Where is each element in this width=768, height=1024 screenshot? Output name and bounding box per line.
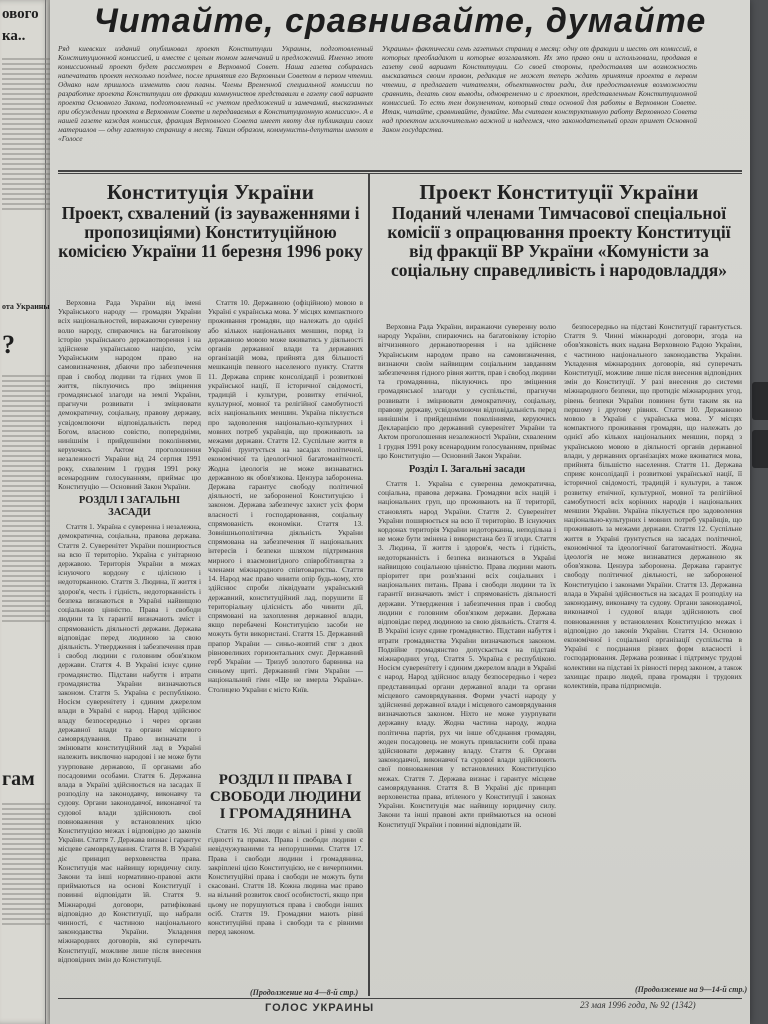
left-article-title: Конституція України <box>106 180 315 204</box>
section-heading: Розділ I. Загальні засади <box>408 464 526 476</box>
horizontal-rule <box>58 170 742 172</box>
preamble-text: Верховна Рада України, виражаючи суверенну волю народу України, спираючись на багатовікову історію вітчизняного державотворення і на здійснене Українським народом право на самовизначення, визнаючи своїм найвищим соціальним завданням забезпечення гідного рівня життя, прав і свобод людини та громадянина, піклуючись про зміцнення громадянської злагоди у суспільстві, прагнучи розвивати і зміцнювати демократичну, соціальну, правову державу, усвідомлюючи відповідальність перед нинішнім і прийдешніми поколіннями, керуючись Декларацією про державний суверенітет України та Актом проголошення незалежності України, схваленим 1 грудня 1991 року всенародним голосуванням, приймає цю Конституцію — Основний Закон України. <box>378 322 556 460</box>
text-block <box>2 800 50 1000</box>
continuation-note: (Продолжение на 9—14-й стр.) <box>635 985 748 994</box>
preamble-text: Верховна Рада України від імені Українського народу — громадян України всіх національностей, виражаючи суверенну волю народу, спираючись на багатовікову історію українського державотворення і на здійснене українською нацією, усім Українським народом право на самовизначення, дбаючи про забезпечення прав і свобод людини та гідних умов її життя, піклуючись про зміцнення громадянської злагоди на землі України, прагнучи розвивати і зміцнювати демократичну, соціальну, правову державу, усвідомлюючи відповідальність перед Богом, власною совістю, попередніми, нинішнім і прийдешніми поколіннями, керуючись Актом проголошення незалежності України від 24 серпня 1991 року, схваленим 1 грудня 1991 року всенародним голосуванням, приймає цю Конституцію — Основний Закон України. <box>58 298 201 492</box>
left-fragment: гам <box>2 768 35 790</box>
right-article-subtitle: Поданий членами Тимчасової спеціальної комісії з опрацювання проекту Конституції від фракції ВР України «Комуністи за соціальну справедливість і народовладдя» <box>387 203 731 280</box>
left-article-heading <box>58 180 363 261</box>
page-tab <box>752 430 768 468</box>
page-headline: Читайте, сравнивайте, думайте <box>93 2 707 40</box>
left-article-column-2b <box>208 768 363 983</box>
article-divider <box>368 174 370 996</box>
left-article-subtitle: Проект, схвалений (із зауваженнями і пропозиціями) Конституційною комісією України 11 березня 1996 року <box>58 203 363 261</box>
horizontal-rule <box>58 173 742 174</box>
articles-text: безпосередньо на підставі Конституції гарантується. Стаття 9. Чинні міжнародні договори, згода на обов'язковість яких надана Верховною Радою України, є частиною національного законодавства України. Укладення міжнародних договорів, які суперечать Конституції, можливе лише після внесення відповідних змін до Конституції. У разі внесення до системи міжнародного безпеки, що протидіє міжнародних угод, рівень безпеки України повинен бути таким як на першому і другому рівнях. Стаття 10. Державною мовою в Україні є українська мова. У місцях компактного проживання громадян, що належать до однієї або кількох національних меншин, поряд з українською мовою в діяльності органів державної влади, у державних організаціях може вживатися мова, прийнята більшістю населення. Стаття 11. Держава сприяє консолідації і розвиткові української нації, її історичної свідомості, традицій і культури, а також розвитку етнічної, культурної, мовної та релігійної самобутності всіх корінних народів і національних меншин України. Україна піклується про задоволення національно-культурних і мовних потреб українців, що проживають за межами держави. Стаття 12. Суспільне життя в Україні ґрунтується на засадах політичної, економічної та ідеологічної багатоманітності. Жодна ідеологія не може визнаватися державною як обов'язкова. Цензура заборонена. Держава гарантує свободу політичної діяльності, не забороненої Конституцією і законами України. Стаття 13. Державна влада в Україні здійснюється на засадах її розподілу на законодавчу, виконавчу та судову. Органи законодавчої, виконавчої і судової влади здійснюють свої повноваження у встановлених Конституцією межах і відповідно до законів України. Стаття 14. Основою економічної і соціальної організації суспільства в Україні є поєднання різних форм власності і господарювання. Держава розвиває і підтримує трудові колективи на підставі їх рівності перед законом, а також захищає працю людей, права громадян і трудових колективів, права підприємців. <box>564 322 742 690</box>
issue-date: 23 мая 1996 года, № 92 (1342) <box>580 1000 696 1010</box>
footer-rule <box>58 998 742 999</box>
intro-text-left: Ряд киевских изданий опубликовал проект Конституции Украины, подготовленный Конституционной комиссией, и вместе с целым томом замечаний и предложений. Именно этот комиссионный проект будет рассмотрен в Верховной Совет. Наша газета собиралась напечатать проект несколько позднее, после принятия его Верховным Советом в первом чтении. Однако нам пришлось изменить свои планы. Члены Временной специальной комиссии по разработке проекта Конституции от фракции коммунистов представили в газету свой вариант проекта Основного Закона, подготовленный «с учетом предложений и замечаний, высказанных при обсуждении проекта в Верховном Совете и передаваемых в Конституционную комиссию». А в нашей газете каждая комиссия, фракция Верховного Совета имеет квоту для публикации своих материалов — одну газетную страницу в месяц. Таким образом, коммунисты-депутаты имеют в «Голосе <box>58 44 373 143</box>
newspaper-page <box>50 0 750 1024</box>
left-fragment: ка.. <box>2 28 26 44</box>
left-article-column-2 <box>208 298 363 766</box>
newspaper-name: ГОЛОС УКРАИНЫ <box>265 1002 375 1014</box>
left-page-strip <box>0 0 52 1024</box>
articles-text: Стаття 1. Україна є суверенна демократична, соціальна, правова держава. Громадяни всіх націй і національних груп, що проживають на її території, становлять народ України. Стаття 2. Суверенітет України поширюється на всю її територію. В існуючих кордонах територія України недоторканна, неподільна і не може бути змінена і використана без її згоди. Стаття 3. Людина, її життя і здоров'я, честь і гідність, недоторканність і безпека визнаються в Україні найвищою соціальною цінністю. Права людини мають пріоритет при розв'язанні всіх соціальних і національних питань. Права і свободи людини та їх гарантії визначають зміст і спрямованість діяльності держави. Утвердження і забезпечення прав і свобод людини є головним обов'язком держави. Держава відповідає перед людиною за свою діяльність. Стаття 4. В Україні існує єдине громадянство. Підстави набуття і втрати громадянства України визначаються законом. Подвійне громадянство допускається на підставі міжнародних угод. Стаття 5. Україна є республікою. Носієм суверенітету і єдиним джерелом влади в Україні є народ. Народ здійснює владу безпосередньо і через представницькі органи державної влади та органи місцевого самоврядування. Форми участі народу у здійсненні державної влади і місцевого самоврядування визначаються законом. Ніхто не може узурпувати державну владу. Жодна частина народу, жодна політична партія, рух чи інше об'єднання громадян, жоден посадовець не можуть привласнити собі права здійснювати державну владу. Стаття 6. Органи законодавчої, виконавчої та судової влади здійснюють свої повноваження у встановлених Конституцією межах. Стаття 7. Держава визнає і гарантує місцеве самоврядування. Стаття 8. В Україні діє принцип верховенства права, втіленого у Конституції і законах України. Конституція має найвищу юридичну силу. Закони та інші правові акти приймаються на основі Конституції України і повинні відповідати їй. <box>378 479 556 829</box>
section-heading: РОЗДІЛ ІІ ПРАВА І СВОБОДИ ЛЮДИНИ І ГРОМАДЯНИНА <box>209 772 362 822</box>
text-block <box>2 372 50 752</box>
page-tab <box>752 382 768 420</box>
left-fragment: ового <box>2 6 39 22</box>
right-article-column-2 <box>564 322 742 982</box>
left-fragment: ота Украины <box>2 302 50 311</box>
right-article-title: Проект Конституції України <box>419 180 699 204</box>
text-block <box>2 55 50 295</box>
articles-text: Стаття 10. Державною (офіційною) мовою в Україні є українська мова. У місцях компактного проживання громадян, що належать до однієї або кількох національних меншин, поряд із державною мовою може вживатись у діяльності органів державної влади та державних організацій мова, прийнята для більшості мешканців певного населеного пункту. Стаття 11. Держава сприяє консолідації і розвиткові української нації, її історичної свідомості, традицій і культури, розвитку етнічної, культурної, мовної та релігійної самобутності всіх національних меншин. Україна піклується про задоволення національно-культурних і мовних потреб українців, що проживають за межами держави. Стаття 12. Суспільне життя в Україні ґрунтується на засадах політичної, економічної та ідеологічної багатоманітності. Жодна ідеологія не може визнаватись державною як обов'язкова. Цензура заборонена. Держава гарантує свободу політичної діяльності, не забороненої Конституцією і законом. Держава забезпечує захист усіх форм власності і господарювання, соціальну спрямованість економіки. Стаття 13. Зовнішньополітична діяльність України спрямована на забезпечення її національних інтересів і безпеки шляхом підтримання мирного і взаємовигідного співробітництва з членами міжнародного співтовариства. Стаття 14. Народ має право чинити опір будь-кому, хто здійснює спроби ліквідувати український державний, конституційний лад, порушити її територіальну цілісність або чинити дії, спрямовані на захоплення державної влади, якщо перебачені Конституцією засоби не можуть бути використані. Стаття 15. Державний прапор України — синьо-жовтий стяг з двох рівновеликих горизонтальних смуг. Державний герб України — Тризуб золотого барвника на синьому щиті. Державний гімн України — національний гімн «Ще не вмерла Україна». Столицею України є місто Київ. <box>208 298 363 694</box>
intro-text-right: Украины» фактически семь газетных страниц в месяц: одну от фракции и шесть от комиссий, в которых преобладают и которые возглавляют. Их это право они и использовали, продавая в газету свой вариант Конституции. Со своей стороны, предоставляя им возможность высказаться своим правом, редакция не может теперь ждать принятия проекта в первом чтении, а предлагает читателям, объективности ради, для предоставления возможности сравнить, делать свои выводы, одновременно и с проектом, представленным Конституционной комиссией. То есть тем документом, который стал основой для работы в Верховном Совете. Итак, читайте, сравнивайте, думайте. Мы считаем конструктивную работу Верховного Совета над проектом исключительно важной и надеемся, что законодательный орган примет Основной Закон государства. <box>382 44 697 134</box>
left-fragment: ? <box>2 330 15 359</box>
left-article-column-1 <box>58 298 201 988</box>
articles-text: Стаття 1. Україна є суверенна і незалежна, демократична, соціальна, правова держава. Стаття 2. Суверенітет України поширюється на всю її територію. Україна є унітарною державою. Територія України в межах існуючого кордону є цілісною і недоторканною. Стаття 3. Людина, її життя і здоров'я, честь і гідність, недоторканність і безпека визнаються в Україні найвищою соціальною цінністю. Права і свободи людини та їх гарантії визначають зміст і спрямованість діяльності держави. Держава відповідає перед людиною за свою діяльність. Утвердження і забезпечення прав і свобод людини є головним обов'язком держави. Стаття 4. В Україні існує єдине громадянство. Підстави набуття і втрати громадянства України визначаються законом. Стаття 5. Україна є республікою. Носієм суверенітету і єдиним джерелом влади в Україні є народ. Народ здійснює владу безпосередньо і через органи державної влади та органи місцевого самоврядування. Право визначати і змінювати конституційний лад в Україні належить виключно народові і не може бути узурповане державою, її органами або посадовими особами. Стаття 6. Державна влада в Україні здійснюється на засадах її розподілу на законодавчу, виконавчу та судову. Органи законодавчої, виконавчої та судової влади здійснюють свої повноваження у встановлених цією Конституцією межах і відповідно до законів України. Стаття 7. Держава визнає і гарантує місцеве самоврядування. Стаття 8. В Україні діє принцип верховенства права. Конституція має найвищу юридичну силу. Закони та інші нормативно-правові акти приймаються на основі Конституції і повинні відповідати їй. Стаття 9. Міжнародні договори, ратифіковані відповідно до Конституції, що набрали чинності, є частиною національного законодавства України. Укладення міжнародних договорів, які суперечать Конституції, можливе лише після внесення відповідних змін до Конституції. <box>58 522 201 964</box>
articles-text: Стаття 16. Усі люди є вільні і рівні у своїй гідності та правах. Права і свободи людини є невідчужуваними та непорушними. Стаття 17. Права і свободи людини і громадянина, закріплені цією Конституцією, не є вичерпними. Конституційні права і свободи не можуть бути скасовані. Стаття 18. Кожна людина має право на вільний розвиток своєї особистості, якщо при цьому не порушуються права і свободи інших осіб. Стаття 19. Громадяни мають рівні конституційні права і свободи та є рівними перед законом. <box>208 826 363 937</box>
right-article-heading <box>374 180 744 280</box>
right-article-column-1 <box>378 322 556 994</box>
continuation-note: (Продолжение на 4—8-й стр.) <box>250 988 359 997</box>
section-heading: РОЗДІЛ І ЗАГАЛЬНІ ЗАСАДИ <box>78 495 181 519</box>
